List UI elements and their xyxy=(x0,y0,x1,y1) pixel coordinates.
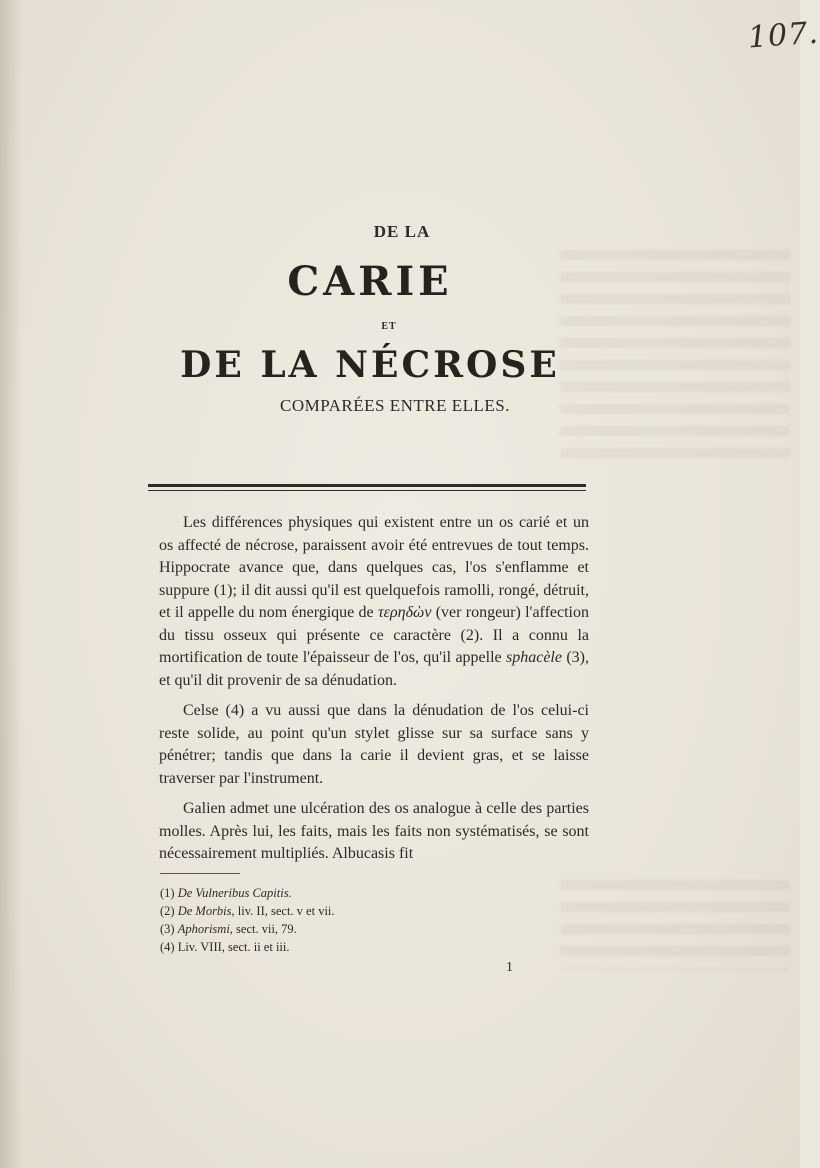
footnote-rest: , sect. vii, 79. xyxy=(229,922,297,936)
paragraph-3: Galien admet une ulcération des os analogue à celle des parties molles. Après lui, les faits, mais les faits non systématisés, se sont nécessairement multipliés. Albucasis fit xyxy=(159,800,589,862)
signature-mark: 1 xyxy=(506,960,513,975)
footnote-rule xyxy=(160,873,240,874)
italic-term-sphacele: sphacèle xyxy=(506,649,562,666)
page-edge-shadow xyxy=(0,0,22,1168)
title-de-la: DE LA xyxy=(373,222,431,241)
footnote-title: De Vulneribus Capitis. xyxy=(177,886,292,900)
paragraph-1-text-b: (ver rongeur) l'affection du tissu osseux qui présente ce caractère (2). Il a connu la mortification de toute l'épaisseur de l'os, qu'il appelle xyxy=(159,604,589,666)
footnotes xyxy=(160,884,560,956)
footnote-1 xyxy=(160,884,560,902)
bleed-through-text-lower xyxy=(560,880,790,970)
footnote-rest: , liv. II, sect. v et vii. xyxy=(231,904,335,918)
paragraph-1 xyxy=(159,512,589,692)
greek-term: τερηδὼν xyxy=(377,604,432,621)
bleed-through-text xyxy=(560,250,790,470)
footnote-4 xyxy=(160,938,560,956)
handwritten-folio-number: 107. xyxy=(746,15,820,56)
title-et: ET xyxy=(381,321,397,332)
footnote-number: (4) xyxy=(160,940,175,954)
footnote-title: De Morbis xyxy=(177,904,232,918)
footnote-number: (1) xyxy=(160,886,175,900)
footnote-2 xyxy=(160,902,560,920)
paragraph-1-text-c: (3), et qu'il dit provenir de sa dénudation. xyxy=(159,649,590,689)
footnote-number: (2) xyxy=(160,904,175,918)
body-text xyxy=(159,512,589,866)
paragraph-2: Celse (4) a vu aussi que dans la dénudation de l'os celui-ci reste solide, au point qu'un stylet glisse sur sa surface sans y pénétrer; tandis que dans la carie il devient gras, et se laisse traverser par l'instrument. xyxy=(159,702,589,787)
paragraph-1-text-a: Les différences physiques qui existent entre un os carié et un os affecté de nécrose, paraissent avoir été entrevues de tout temps. Hippocrate avance que, dans quelques cas, l'os s'enflamme et suppure (1); il dit aussi qu'il est quelquefois ramolli, rongé, détruit, et il appelle du nom énergique de xyxy=(159,514,589,621)
title-subtitle: COMPARÉES ENTRE ELLES. xyxy=(280,396,510,415)
footnote-3 xyxy=(160,920,560,938)
footnote-rest: Liv. VIII, sect. ii et iii. xyxy=(177,940,290,954)
footnote-title: Aphorismi xyxy=(177,922,230,936)
title-carie: CARIE xyxy=(287,258,453,305)
footnote-number: (3) xyxy=(160,922,175,936)
title-rule-thin xyxy=(148,490,586,491)
title-necrose: DE LA NÉCROSE xyxy=(180,344,560,386)
title-block xyxy=(150,222,590,416)
title-rule-thick xyxy=(148,484,586,487)
